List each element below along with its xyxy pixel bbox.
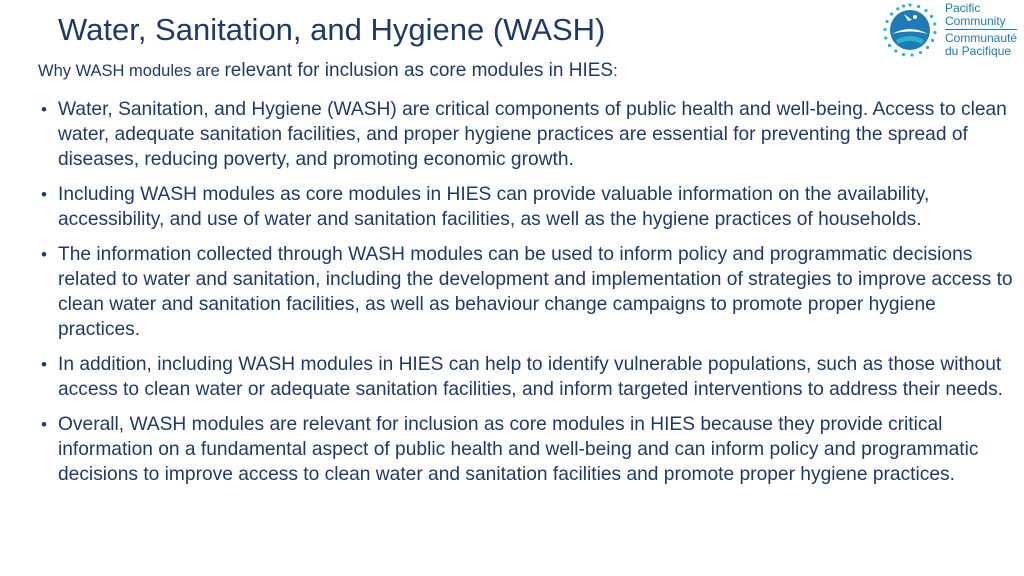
bullet-item-5 (38, 412, 1018, 487)
subtitle-main: relevant for inclusion as core modules in HIES (224, 60, 614, 81)
pacific-community-logo (882, 2, 1022, 60)
bullet-item-2 (38, 182, 1018, 232)
slide-title: Water, Sanitation, and Hygiene (WASH) (58, 12, 606, 47)
bullet-text: Overall, WASH modules are relevant for inclusion as core modules in HIES because they provide critical information on a fundamental aspect of public health and well-being and can inform policy and programmatic decisions to improve access to clean water and sanitation facilities and promote proper hygiene practices. (58, 414, 979, 485)
logo-line-3: Communauté (945, 31, 1018, 45)
bullet-dot-icon: • (41, 415, 47, 434)
bullet-list (38, 97, 1018, 497)
logo-line-4: du Pacifique (945, 43, 1012, 58)
bullet-item-3 (38, 242, 1018, 342)
logo-line-1: Pacific (945, 1, 981, 15)
logo-divider (945, 29, 1017, 30)
bullet-dot-icon: • (41, 100, 47, 119)
logo-text (945, 2, 1017, 57)
bullet-text: Including WASH modules as core modules in HIES can provide valuable information on the availability, accessibility, and use of water and sanitation facilities, as well as the hygiene practices of households. (58, 184, 930, 230)
bullet-text: In addition, including WASH modules in HIES can help to identify vulnerable populations, such as those without access to clean water or adequate sanitation facilities, and inform targeted interventions to address their needs. (58, 354, 1003, 400)
bullet-dot-icon: • (41, 245, 47, 264)
subtitle-colon: : (613, 62, 618, 80)
logo-line-2: Community (945, 13, 1006, 28)
pacific-community-emblem-icon (882, 2, 938, 58)
subtitle-lead: Why WASH modules are (38, 62, 225, 80)
slide-subtitle (38, 60, 618, 82)
bullet-text: The information collected through WASH modules can be used to inform policy and programmatic decisions related to water and sanitation, including the development and implementation of strategies to improve access to clean water and sanitation facilities, as well as behaviour change campaigns to promote proper hygiene practices. (58, 244, 1013, 340)
bullet-item-1 (38, 97, 1018, 172)
bullet-dot-icon: • (41, 185, 47, 204)
bullet-dot-icon: • (41, 355, 47, 374)
bullet-text: Water, Sanitation, and Hygiene (WASH) are critical components of public health and well-being. Access to clean water, adequate sanitation facilities, and proper hygiene practices are essential for preventing the spread of diseases, reducing poverty, and promoting economic growth. (58, 99, 1007, 170)
bullet-item-4 (38, 352, 1018, 402)
